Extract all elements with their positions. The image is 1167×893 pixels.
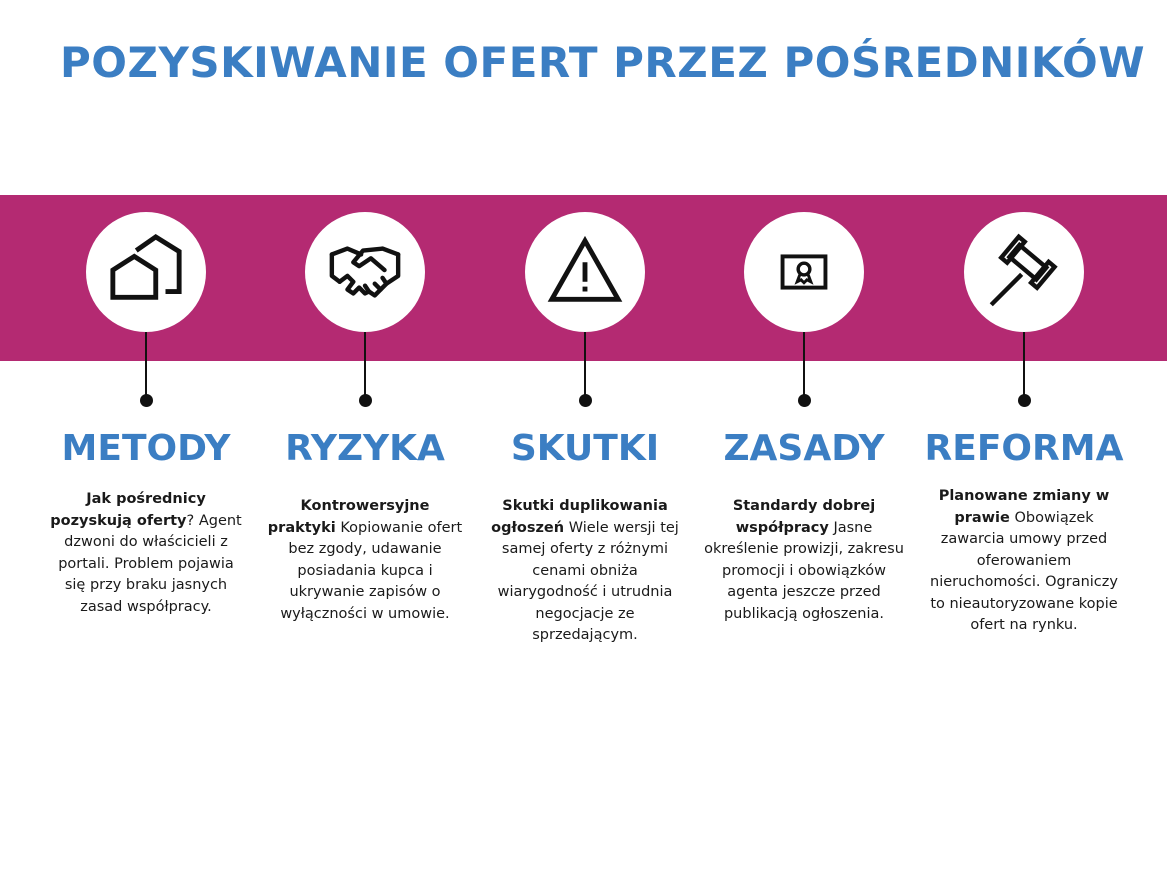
description-bold: Jak pośrednicy pozyskują oferty [50, 491, 206, 529]
connector-line [1023, 332, 1025, 400]
connector-line [364, 332, 366, 400]
handshake-icon [326, 233, 404, 311]
column-heading: REFORMA [924, 428, 1124, 469]
description-text: ? Agent dzwoni do właścicieli z portali. Problem pojawia się przy braku jasnych zasad współpracy. [58, 512, 242, 615]
column-metody [46, 0, 246, 893]
column-heading: RYZYKA [285, 428, 445, 469]
icon-circle [744, 212, 864, 332]
description-bold: Kontrowersyjne praktyki [267, 498, 430, 536]
column-description [924, 486, 1124, 637]
icon-circle [964, 212, 1084, 332]
column-heading: METODY [61, 428, 231, 469]
connector-line [584, 332, 586, 400]
column-description [46, 489, 246, 618]
connector-line [803, 332, 805, 400]
houses-icon [107, 233, 185, 311]
description-bold: Skutki duplikowania ogłoszeń [491, 498, 668, 536]
icon-circle [305, 212, 425, 332]
connector-dot [798, 394, 811, 407]
gavel-icon [985, 233, 1063, 311]
connector-dot [579, 394, 592, 407]
description-text: Jasne określenie prowizji, zakresu promocji i obowiązków agenta jeszcze przed publikacją ogłoszenia. [704, 519, 904, 622]
description-bold: Standardy dobrej współpracy [732, 498, 876, 536]
connector-dot [1018, 394, 1031, 407]
certificate-icon [765, 233, 843, 311]
column-description [485, 496, 685, 647]
description-text: Kopiowanie ofert bez zgody, udawanie posiadania kupca i ukrywanie zapisów o wyłączności w umowie. [280, 519, 463, 622]
column-reforma [924, 0, 1124, 893]
page-title: POZYSKIWANIE OFERT PRZEZ POŚREDNIKÓW [60, 38, 1146, 87]
connector-dot [359, 394, 372, 407]
column-heading: SKUTKI [510, 428, 660, 469]
description-text: Obowiązek zawarcia umowy przed oferowaniem nieruchomości. Ograniczy to nieautoryzowane kopie ofert na rynku. [930, 509, 1118, 633]
column-zasady [704, 0, 904, 893]
icon-circle [86, 212, 206, 332]
column-skutki [485, 0, 685, 893]
column-description [265, 496, 465, 625]
description-bold: Planowane zmiany w prawie [938, 488, 1110, 526]
column-heading: ZASADY [723, 428, 885, 469]
column-ryzyka [265, 0, 465, 893]
description-text: Wiele wersji tej samej oferty z różnymi cenami obniża wiarygodność i utrudnia negocjacje ze sprzedającym. [497, 519, 679, 643]
connector-line [145, 332, 147, 400]
icon-circle [525, 212, 645, 332]
column-description [704, 496, 904, 625]
warning-icon [546, 233, 624, 311]
connector-dot [140, 394, 153, 407]
